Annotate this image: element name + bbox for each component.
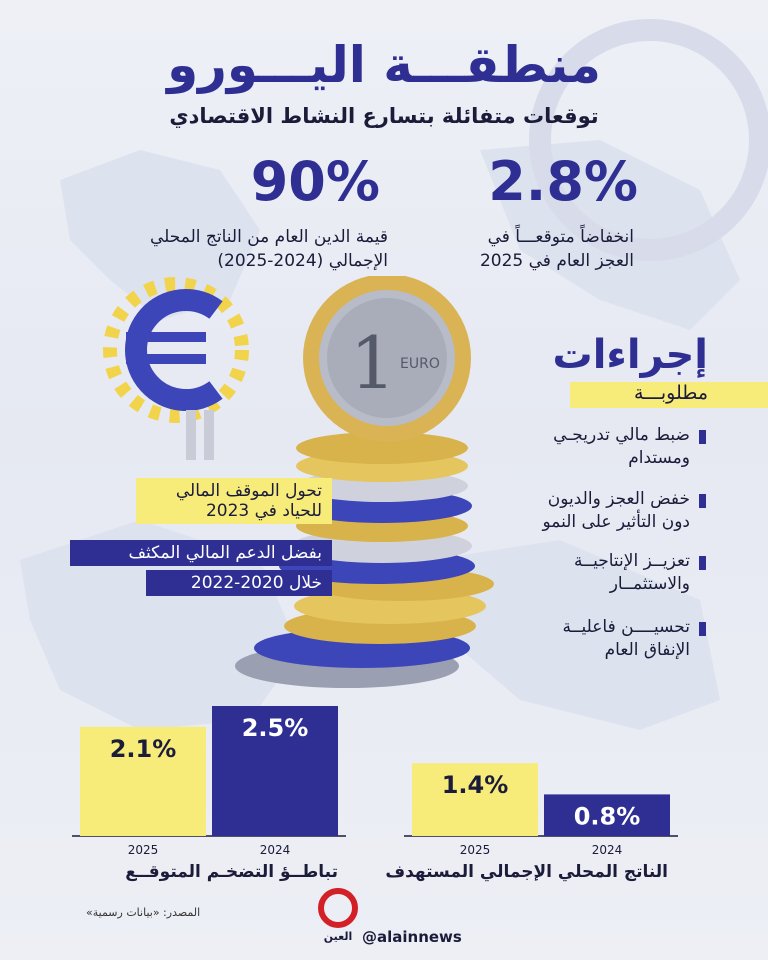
debt-stat-line2: الإجمالي (2024-2025): [217, 251, 388, 271]
category-tick-label: 2024: [591, 843, 623, 857]
gdp-chart-title: الناتج المحلي الإجمالي المستهدف: [385, 862, 668, 882]
page-title: منطقـــة اليـــورو: [167, 36, 601, 94]
bar-value-label: 1.4%: [441, 771, 509, 800]
measures-title: إجراءات: [552, 332, 708, 378]
deficit-stat-line1: انخفاضاً متوقعـــاً في: [487, 227, 634, 247]
bar-value-label: 2.5%: [241, 714, 309, 742]
measure-line1: تحسيــــن فاعليــة: [562, 617, 690, 637]
debt-stat-value: 90%: [250, 150, 380, 213]
inflation-chart-title: تباطــؤ التضخـم المتوقــع: [125, 862, 338, 882]
fiscal-support-callout-line1: بفضل الدعم المالي المكثف: [70, 540, 332, 566]
measure-line2: دون التأثير على النمو: [542, 511, 690, 532]
category-tick-label: 2024: [259, 843, 291, 857]
alain-logo-icon: [318, 888, 358, 944]
measure-line1: تعزيــز الإنتاجيــة: [574, 551, 690, 571]
measures-subtitle: مطلوبـــة: [633, 382, 708, 404]
page-subtitle: توقعات متفائلة بتسارع النشاط الاقتصادي: [169, 104, 599, 128]
bar-value-label: 0.8%: [573, 802, 641, 831]
measure-line1: ضبط مالي تدريجـي: [553, 425, 690, 445]
fiscal-support-callout-line2: خلال 2020-2022: [146, 570, 332, 596]
measure-line2: والاستثمــار: [609, 573, 690, 594]
svg-text:1: 1: [350, 321, 396, 405]
debt-stat-line1: قيمة الدين العام من الناتج المحلي: [150, 227, 388, 247]
deficit-stat-line2: العجز العام في 2025: [479, 251, 634, 271]
bar-value-label: 2.1%: [109, 734, 177, 763]
category-tick-label: 2025: [459, 843, 491, 857]
alain-logo-text: العين: [323, 930, 353, 943]
measure-line2: ومستدام: [628, 447, 690, 468]
social-handle: @alainnews: [362, 928, 462, 946]
deficit-stat-value: 2.8%: [488, 150, 638, 213]
svg-text:EURO: EURO: [400, 356, 440, 372]
fiscal-stance-line2: للحياد في 2023: [205, 501, 322, 521]
category-tick-label: 2025: [127, 843, 159, 857]
fiscal-stance-line1: تحول الموقف المالي: [175, 481, 322, 501]
measure-line2: الإنفاق العام: [604, 639, 690, 660]
measure-line1: خفض العجز والديون: [547, 489, 690, 509]
source-note: المصدر: «بيانات رسمية»: [86, 906, 201, 919]
